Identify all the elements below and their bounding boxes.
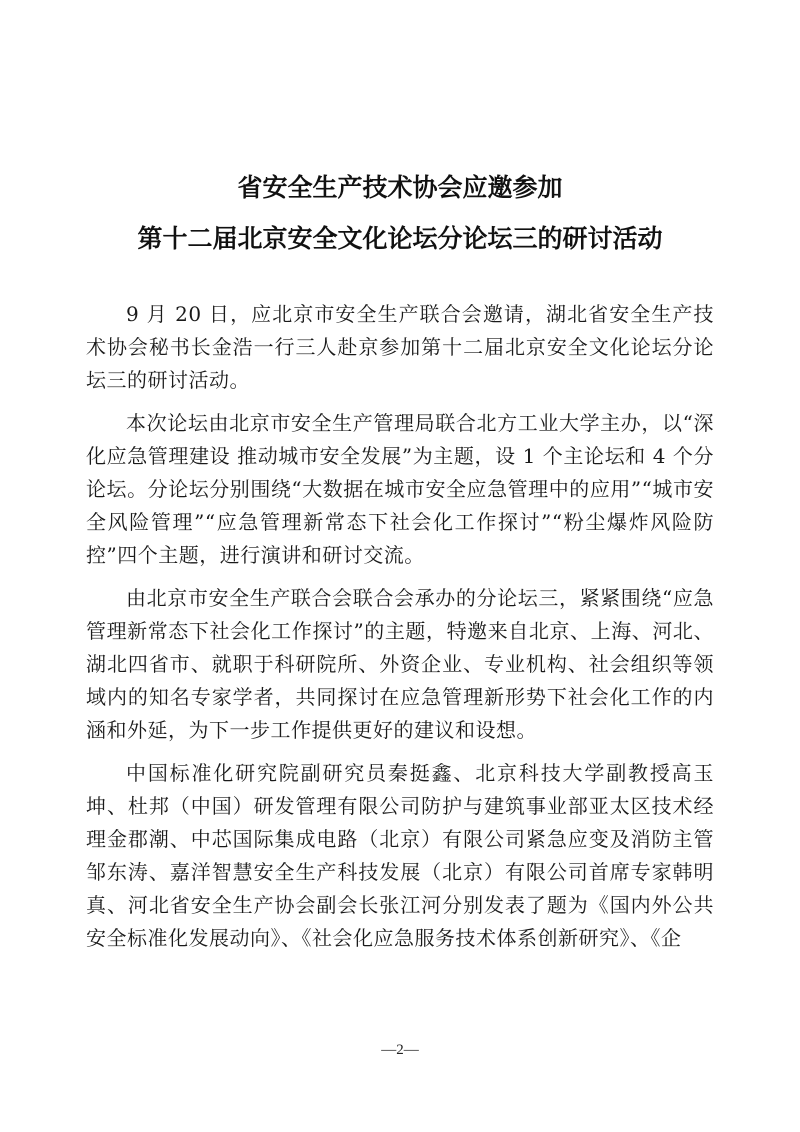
paragraph-1: 9 月 20 日，应北京市安全生产联合会邀请，湖北省安全生产技术协会秘书长金浩一行三人赴京参加第十二届北京安全文化论坛分论坛三的研讨活动。 [86,302,714,392]
paragraph-3: 由北京市安全生产联合会联合会承办的分论坛三，紧紧围绕“应急管理新常态下社会化工作探讨”的主题，特邀来自北京、上海、河北、湖北四省市、就职于科研院所、外资企业、专业机构、社会组织等领域内的知名专家学者，共同探讨在应急管理新形势下社会化工作的内涵和外延，为下一步工作提供更好的建议和设想。 [86,586,714,742]
paragraph-2: 本次论坛由北京市安全生产管理局联合北方工业大学主办，以“深化应急管理建设 推动城市安全发展”为主题，设 1 个主论坛和 4 个分论坛。分论坛分别围绕“大数据在城市安全应急管理中的应用”“城市安全风险管理”“应急管理新常态下社会化工作探讨”“粉尘爆炸风险防控”四个主题，进行演讲和研讨交流。 [86,411,714,567]
document-title-line-1: 省安全生产技术协会应邀参加 [237,173,563,202]
document-title-line-2: 第十二届北京安全文化论坛分论坛三的研讨活动 [137,224,663,253]
page-number: —2— [381,1042,419,1058]
paragraph-4: 中国标准化研究院副研究员秦挺鑫、北京科技大学副教授高玉坤、杜邦（中国）研发管理有限公司防护与建筑事业部亚太区技术经理金郡潮、中芯国际集成电路（北京）有限公司紧急应变及消防主管邹东涛、嘉洋智慧安全生产科技发展（北京）有限公司首席专家韩明真、河北省安全生产协会副会长张江河分别发表了题为《国内外公共安全标准化发展动向》、《社会化应急服务技术体系创新研究》、《企 [86,761,714,950]
document-body [86,298,714,965]
